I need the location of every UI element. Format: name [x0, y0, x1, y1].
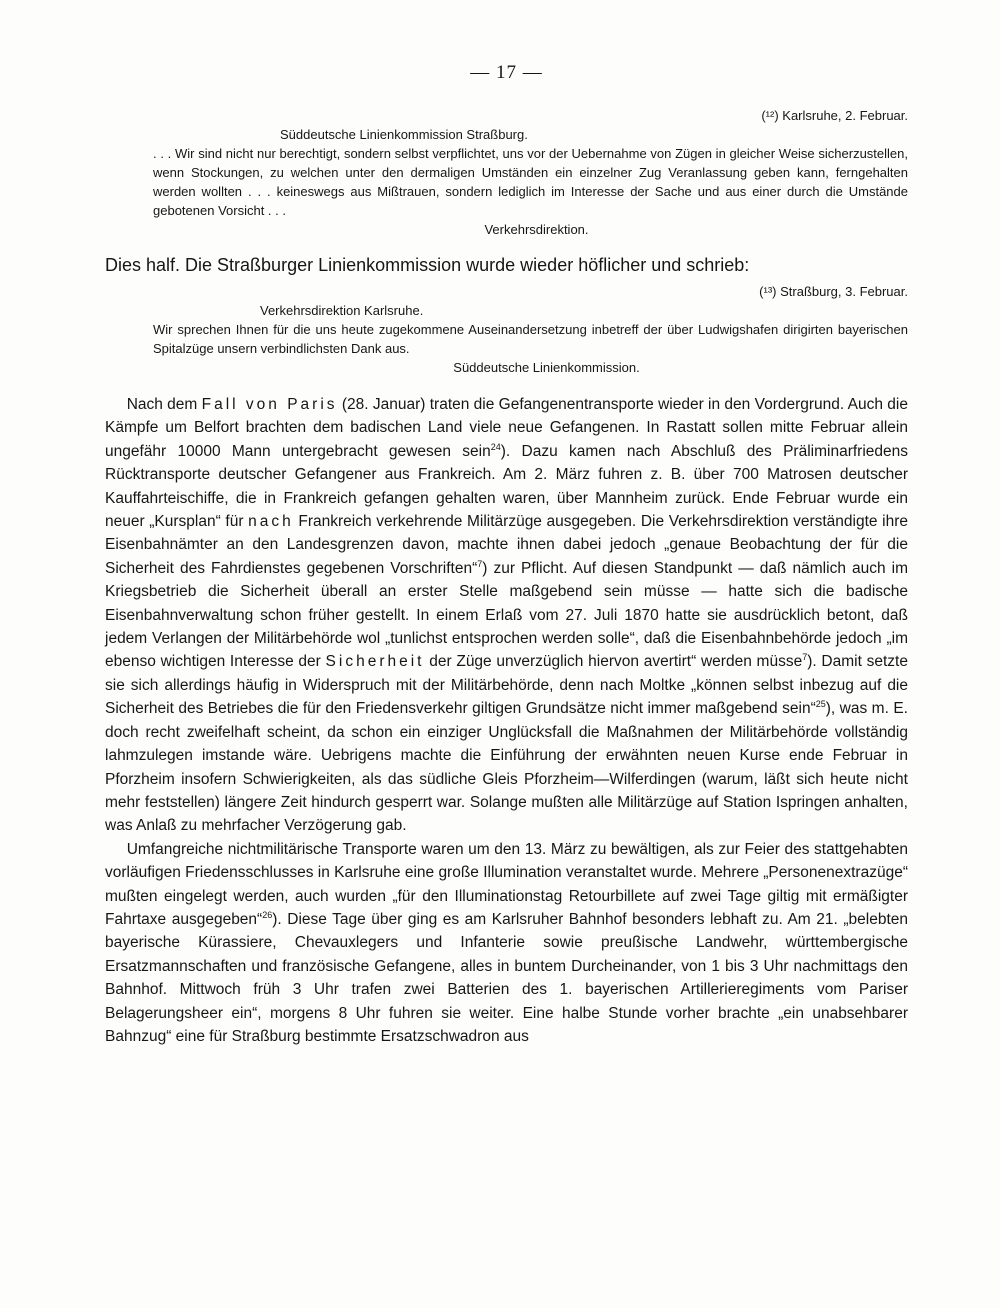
text-run: Nach dem — [126, 396, 202, 413]
letter-addressee: Verkehrsdirektion Karlsruhe. — [260, 303, 424, 318]
letter-body: Wir sprechen Ihnen für die uns heute zugekommene Auseinandersetzung inbetreff der über Ludwigshafen dirigirten bayerischen Spitalzüge unsern verbindlichsten Dank aus. — [153, 322, 908, 356]
footnote-ref: 7 — [802, 652, 808, 663]
text-run: Umfangreiche nichtmilitärische Transporte waren um den 13. März zu bewältigen, als zur Feier des stattgehabten vorläufigen Friedensschlusses in Karlsruhe eine große Illumination veranstaltet wurde. Mehrere „Personenextrazüge“ mußten eingelegt werden, auch wurden „für den Illuminationstag Retourbillete auf zwei Tage giltig mit ermäßigter Fahrtaxe ausgegeben“ — [105, 840, 908, 928]
text-run: ), was m. E. doch recht zweifelhaft scheint, da schon ein einziger Unglücksfall die Maßnahmen der Militärbehörde vollständig lahmzulegen imstande wäre. Uebrigens machte die Einführung der erwähnten neuen Kurse ende Februar in Pforzheim insofern Schwierigkeiten, als das südliche Gleis Pforzheim—Wilferdingen (warum, läßt sich heute nicht mehr feststellen) längere Zeit hindurch gesperrt war. Solange mußten alle Militärzüge auf Station Ispringen anhalten, was Anlaß zu mehrfacher Verzögerung gab. — [105, 700, 908, 835]
transition-sentence: Dies half. Die Straßburger Linienkommission wurde wieder höflicher und schrieb: — [105, 255, 750, 275]
spaced-emphasis: Fall von Paris — [201, 396, 338, 413]
quoted-letter-2 — [105, 282, 908, 377]
letter-signature: Verkehrsdirektion. — [484, 222, 589, 237]
text-run: ). Dazu kamen nach Abschluß des Präliminarfriedens Rücktransporte deutscher Gefangener aus Frankreich. Am 2. März fuhren z. B. über 700 Matrosen deutscher Kauffahrteischiffe, die in Frankreich gefangen gehalten waren, über Mannheim zurück. Ende Februar wurde ein neuer „Kursplan“ für — [105, 442, 908, 531]
page-number: — 17 — — [470, 62, 543, 83]
text-run: (28. Januar) traten die Gefangenentransporte wieder in den Vordergrund. Auch die Kämpfe um Belfort brachten dem badischen Land viele neue Gefangenen. In Rastatt sollen mitte Februar allein ungefähr 10000 Mann untergebracht gewesen sein — [105, 396, 908, 460]
text-run: ) zur Pflicht. Auf diesen Standpunkt — daß nämlich auch im Kriegsbetrieb die Sicherheit überall an erster Stelle maßgebend sein müsse — hatte sich die badische Eisenbahnverwaltung schon früher gestellt. In einem Erlaß vom 27. Juli 1870 hatte sie ausdrücklich betont, daß jedem Verlangen der Militärbehörde wol „tunlichst entsprochen werden solle“, daß die Eisenbahnbehörde jedoch „im ebenso wichtigen Interesse der — [105, 559, 908, 671]
text-run: ). Diese Tage über ging es am Karlsruher Bahnhof besonders lebhaft zu. Am 21. „belebten bayerische Kürassiere, Chevauxlegers und Infanterie sowie preußische Landwehr, württembergische Ersatzmannschaften und französische Gefangene, alles in buntem Durcheinander, von 1 bis 3 Uhr nachmittags den Bahnhof. Mittwoch früh 3 Uhr trafen zwei Batterien des 1. bayerischen Artillerieregiments vom Pariser Belagerungsheer ein“, morgens 8 Uhr fuhren sie weiter. Eine halbe Stunde vorher brachte „ein unabsehbarer Bahnzug“ eine für Straßburg bestimmte Ersatzschwadron aus — [105, 910, 908, 1045]
body-paragraph — [105, 393, 908, 838]
footnote-ref: 26 — [262, 909, 273, 920]
letter-dateline: (¹²) Karlsruhe, 2. Februar. — [761, 108, 908, 123]
body-paragraph — [105, 838, 908, 1049]
quoted-letter-1 — [105, 106, 908, 239]
footnote-ref: 24 — [490, 441, 501, 452]
letter-addressee: Süddeutsche Linienkommission Straßburg. — [280, 127, 528, 142]
text-run: ). Damit setzte sie sich allerdings häufig in Widerspruch mit der Militärbehörde, denn nach Moltke „können selbst inbezug auf die Sicherheit des Betriebes die für den Friedensverkehr giltigen Grundsätze nicht immer maßgebend sein“ — [105, 653, 908, 718]
spaced-emphasis: nach — [248, 513, 294, 531]
text-run: der Züge unverzüglich hiervon avertirt“ werden müsse — [424, 653, 803, 671]
footnote-ref: 25 — [815, 699, 826, 710]
footnote-ref: 7 — [477, 558, 483, 569]
text-run: Frankreich verkehrende Militärzüge ausgegeben. Die Verkehrsdirektion verständigte ihre Eisenbahnämter an den Landesgrenzen davon, machte ihnen dabei jedoch „genaue Beobachtung der für die Sicherheit des Fahrdienstes gegebenen Vorschriften“ — [105, 513, 908, 577]
letter-dateline: (¹³) Straßburg, 3. Februar. — [759, 284, 908, 299]
letter-body: . . . Wir sind nicht nur berechtigt, sondern selbst verpflichtet, uns vor der Uebernahme von Zügen in gleicher Weise sicherzustellen, wenn Stockungen, zu welchen unter den dermaligen Umständen ein einzelner Zug Veranlassung geben kann, ferngehalten werden wollten . . . keineswegs aus Mißtrauen, sondern lediglich im Interesse der Sache und aus einer durch die Umstände gebotenen Vorsicht . . . — [153, 146, 908, 218]
spaced-emphasis: Sicherheit — [325, 653, 425, 671]
letter-signature: Süddeutsche Linienkommission. — [453, 360, 640, 375]
